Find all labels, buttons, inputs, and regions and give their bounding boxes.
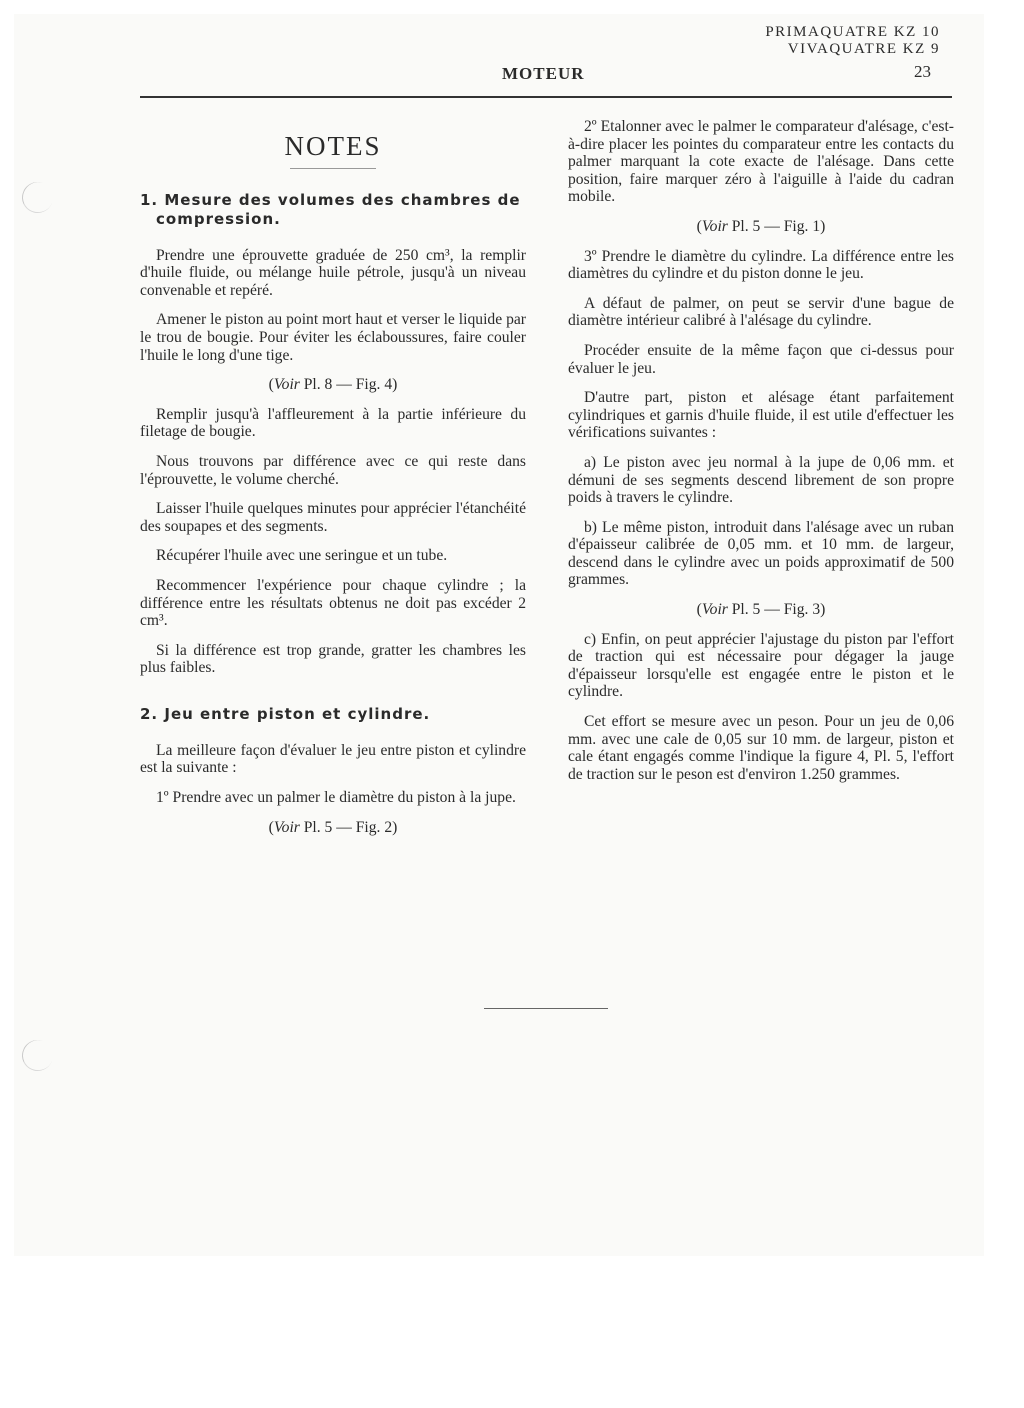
right-column	[568, 118, 954, 795]
model-designations	[765, 24, 940, 58]
paragraph: Cet effort se mesure avec un peson. Pour un jeu de 0,06 mm. avec une cale de 0,05 sur 10 mm. de largeur, piston et cale étant engagés comme l'indique la figure 4, Pl. 5, l'effort de traction sur le peson est d'environ 1.250 grammes.	[568, 713, 954, 783]
figure-reference: (Voir Pl. 5 — Fig. 2)	[268, 818, 398, 836]
figure-reference: (Voir Pl. 5 — Fig. 1)	[696, 217, 826, 235]
paragraph: Prendre une éprouvette graduée de 250 cm³, la remplir d'huile fluide, ou mélange huile pétrole, jusqu'à un niveau convenable et repéré.	[140, 246, 526, 299]
figure-reference: (Voir Pl. 8 — Fig. 4)	[268, 376, 398, 394]
figure-reference-text: Pl. 5 — Fig. 2)	[299, 818, 398, 836]
voir-label: Voir	[701, 217, 728, 235]
voir-label: Voir	[273, 376, 300, 394]
left-column	[140, 120, 526, 848]
page-number: 23	[914, 62, 931, 81]
voir-label: Voir	[273, 818, 300, 836]
step-1: 1º Prendre avec un palmer le diamètre du piston à la jupe.	[156, 789, 516, 807]
step-2: 2º Etalonner avec le palmer le comparateur d'alésage, c'est-à-dire placer les pointes du comparateur entre les contacts du palmer marquant la cote exacte de l'alésage. Dans cette position, faire marquer zéro à l'aiguille à l'aide du cadran mobile.	[568, 118, 954, 206]
paragraph: Si la différence est trop grande, gratter les chambres les plus faibles.	[140, 641, 526, 677]
section-header: MOTEUR	[502, 64, 585, 83]
section-1-title: 1. Mesure des volumes des chambres de compression.	[140, 190, 521, 228]
notes-title: NOTES	[284, 131, 382, 161]
paragraph: Récupérer l'huile avec une seringue et un tube.	[156, 547, 448, 565]
step-3: 3º Prendre le diamètre du cylindre. La différence entre les diamètres du cylindre et du piston donne le jeu.	[568, 247, 954, 283]
end-rule	[484, 1008, 608, 1009]
figure-reference-text: Pl. 8 — Fig. 4)	[299, 376, 398, 394]
item-b: b) Le même piston, introduit dans l'alésage avec un ruban d'épaisseur calibrée de 0,05 mm. et 10 mm. de largeur, descend dans le cylindre avec un poids approximatif de 500 grammes.	[568, 518, 954, 589]
voir-label: Voir	[701, 601, 728, 619]
paragraph: D'autre part, piston et alésage étant parfaitement cylindriques et garnis d'huile fluide, il est utile d'effectuer les vérifications suivantes :	[568, 389, 954, 442]
item-a: a) Le piston avec jeu normal à la jupe de 0,06 mm. et démuni de ses segments descend librement de son propre poids à travers le cylindre.	[568, 453, 954, 507]
figure-reference-text: Pl. 5 — Fig. 1)	[727, 217, 826, 235]
paragraph: La meilleure façon d'évaluer le jeu entre piston et cylindre est la suivante :	[140, 741, 526, 777]
paragraph: Nous trouvons par différence avec ce qui reste dans l'éprouvette, le volume cherché.	[140, 452, 526, 488]
paragraph: Laisser l'huile quelques minutes pour apprécier l'étanchéité des soupapes et des segments.	[140, 500, 526, 535]
figure-reference-text: Pl. 5 — Fig. 3)	[727, 601, 826, 619]
model-line-1: PRIMAQUATRE KZ 10	[765, 24, 940, 40]
title-underline	[290, 168, 376, 169]
paragraph: Amener le piston au point mort haut et verser le liquide par le trou de bougie. Pour éviter les éclaboussures, faire couler l'huile le long d'une tige.	[140, 311, 526, 364]
header-rule	[140, 96, 952, 98]
section-2-title: 2. Jeu entre piston et cylindre.	[140, 704, 431, 723]
paragraph: Remplir jusqu'à l'affleurement à la partie inférieure du filetage de bougie.	[140, 405, 526, 441]
figure-reference: (Voir Pl. 5 — Fig. 3)	[696, 601, 826, 619]
paragraph: A défaut de palmer, on peut se servir d'une bague de diamètre intérieur calibré à l'alésage du cylindre.	[568, 294, 954, 330]
model-line-2: VIVAQUATRE KZ 9	[787, 41, 940, 57]
paragraph: Procéder ensuite de la même façon que ci-dessus pour évaluer le jeu.	[568, 341, 954, 377]
item-c: c) Enfin, on peut apprécier l'ajustage du piston par l'effort de traction qui est nécessaire pour dégager la jauge d'épaisseur lorsqu'elle est engagée entre le piston et le cylindre.	[568, 630, 954, 701]
paragraph: Recommencer l'expérience pour chaque cylindre ; la différence entre les résultats obtenus ne doit pas excéder 2 cm³.	[140, 576, 526, 630]
